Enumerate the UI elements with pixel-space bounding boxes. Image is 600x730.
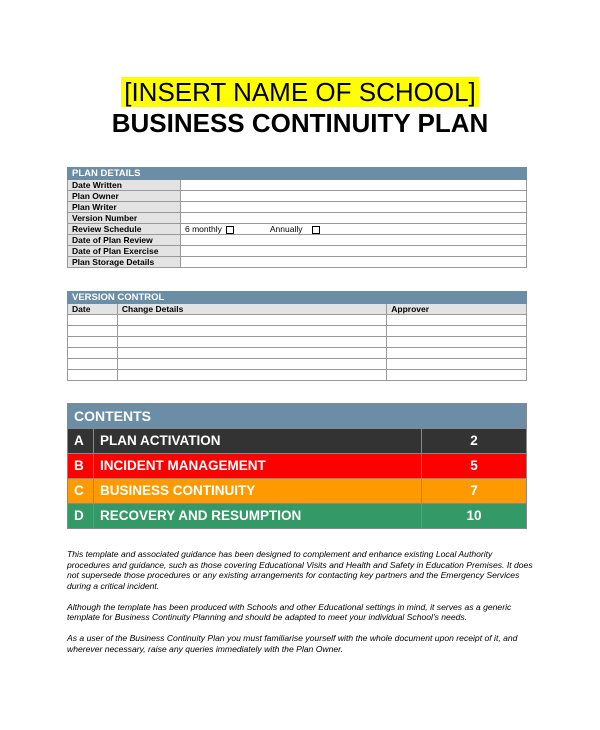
contents-table bbox=[67, 403, 527, 529]
plan-detail-row bbox=[68, 235, 527, 246]
note-paragraph: This template and associated guidance has been designed to complement and enhance existing Local Authority procedures and guidance, such as those covering Educational Visits and Health and Safety in Education Premises. It does not supersede those procedures or any existing arrangements for contacting key partners and the Emergency Services during a critical incident. bbox=[67, 549, 533, 591]
plan-detail-label: Version Number bbox=[68, 213, 181, 224]
school-name-placeholder bbox=[0, 77, 600, 107]
version-date-cell[interactable] bbox=[68, 359, 118, 370]
plan-detail-value[interactable] bbox=[181, 235, 527, 246]
plan-details-header: PLAN DETAILS bbox=[68, 168, 527, 180]
plan-detail-label: Plan Storage Details bbox=[68, 257, 181, 268]
plan-detail-row bbox=[68, 257, 527, 268]
version-approver-cell[interactable] bbox=[387, 315, 527, 326]
plan-detail-label: Plan Owner bbox=[68, 191, 181, 202]
version-approver-cell[interactable] bbox=[387, 359, 527, 370]
version-row bbox=[68, 337, 527, 348]
plan-detail-value[interactable] bbox=[181, 191, 527, 202]
plan-detail-row bbox=[68, 180, 527, 191]
version-change-cell[interactable] bbox=[117, 359, 386, 370]
version-control-header: VERSION CONTROL bbox=[68, 292, 527, 304]
plan-detail-row bbox=[68, 224, 527, 235]
plan-detail-row bbox=[68, 191, 527, 202]
contents-title: PLAN ACTIVATION bbox=[94, 429, 422, 454]
contents-letter: D bbox=[68, 504, 94, 529]
contents-title: RECOVERY AND RESUMPTION bbox=[94, 504, 422, 529]
checkbox-annually[interactable] bbox=[312, 226, 320, 234]
version-approver-cell[interactable] bbox=[387, 348, 527, 359]
version-row bbox=[68, 348, 527, 359]
plan-detail-value[interactable] bbox=[181, 180, 527, 191]
plan-detail-label: Review Schedule bbox=[68, 224, 181, 235]
contents-title: BUSINESS CONTINUITY bbox=[94, 479, 422, 504]
plan-details-table bbox=[67, 167, 527, 268]
plan-detail-row bbox=[68, 246, 527, 257]
version-row bbox=[68, 370, 527, 381]
version-change-cell[interactable] bbox=[117, 337, 386, 348]
contents-page: 7 bbox=[422, 479, 527, 504]
contents-item[interactable] bbox=[68, 429, 527, 454]
version-approver-cell[interactable] bbox=[387, 337, 527, 348]
version-change-cell[interactable] bbox=[117, 348, 386, 359]
notes bbox=[67, 549, 537, 665]
contents-letter: C bbox=[68, 479, 94, 504]
plan-detail-row bbox=[68, 202, 527, 213]
plan-detail-value[interactable] bbox=[181, 246, 527, 257]
plan-detail-value[interactable] bbox=[181, 213, 527, 224]
title-text: [INSERT NAME OF SCHOOL] bbox=[121, 77, 479, 107]
contents-item[interactable] bbox=[68, 504, 527, 529]
note-paragraph: As a user of the Business Continuity Plan you must familiarise yourself with the whole document upon receipt of it, and wherever necessary, raise any queries immediately with the Plan Owner. bbox=[67, 633, 518, 654]
option-annually: Annually bbox=[269, 224, 303, 234]
version-date-cell[interactable] bbox=[68, 315, 118, 326]
contents-title: INCIDENT MANAGEMENT bbox=[94, 454, 422, 479]
version-approver-cell[interactable] bbox=[387, 370, 527, 381]
version-change-cell[interactable] bbox=[117, 326, 386, 337]
note-paragraph: Although the template has been produced with Schools and other Educational settings in mind, it serves as a generic template for Business Continuity Planning and should be adapted to meet your individual School's needs. bbox=[67, 601, 512, 622]
version-row bbox=[68, 359, 527, 370]
contents-page: 5 bbox=[422, 454, 527, 479]
contents-page: 10 bbox=[422, 504, 527, 529]
plan-detail-value[interactable] bbox=[181, 202, 527, 213]
contents-item[interactable] bbox=[68, 479, 527, 504]
column-change-details: Change Details bbox=[117, 304, 386, 315]
document-title: BUSINESS CONTINUITY PLAN bbox=[111, 108, 489, 138]
contents-header: CONTENTS bbox=[68, 404, 527, 429]
contents-page: 2 bbox=[422, 429, 527, 454]
plan-detail-row bbox=[68, 213, 527, 224]
version-control-table bbox=[67, 291, 527, 381]
plan-detail-label: Date of Plan Review bbox=[68, 235, 181, 246]
column-date: Date bbox=[68, 304, 118, 315]
contents-letter: B bbox=[68, 454, 94, 479]
plan-detail-value[interactable] bbox=[181, 257, 527, 268]
version-date-cell[interactable] bbox=[68, 348, 118, 359]
version-date-cell[interactable] bbox=[68, 326, 118, 337]
review-schedule-options bbox=[181, 224, 527, 235]
version-date-cell[interactable] bbox=[68, 337, 118, 348]
version-row bbox=[68, 326, 527, 337]
version-date-cell[interactable] bbox=[68, 370, 118, 381]
plan-detail-label: Plan Writer bbox=[68, 202, 181, 213]
version-row bbox=[68, 315, 527, 326]
contents-item[interactable] bbox=[68, 454, 527, 479]
contents-letter: A bbox=[68, 429, 94, 454]
version-change-cell[interactable] bbox=[117, 370, 386, 381]
option-6-monthly: 6 monthly bbox=[185, 224, 222, 234]
version-approver-cell[interactable] bbox=[387, 326, 527, 337]
checkbox-6-monthly[interactable] bbox=[226, 226, 234, 234]
plan-detail-label: Date of Plan Exercise bbox=[68, 246, 181, 257]
version-change-cell[interactable] bbox=[117, 315, 386, 326]
plan-detail-label: Date Written bbox=[68, 180, 181, 191]
column-approver: Approver bbox=[387, 304, 527, 315]
